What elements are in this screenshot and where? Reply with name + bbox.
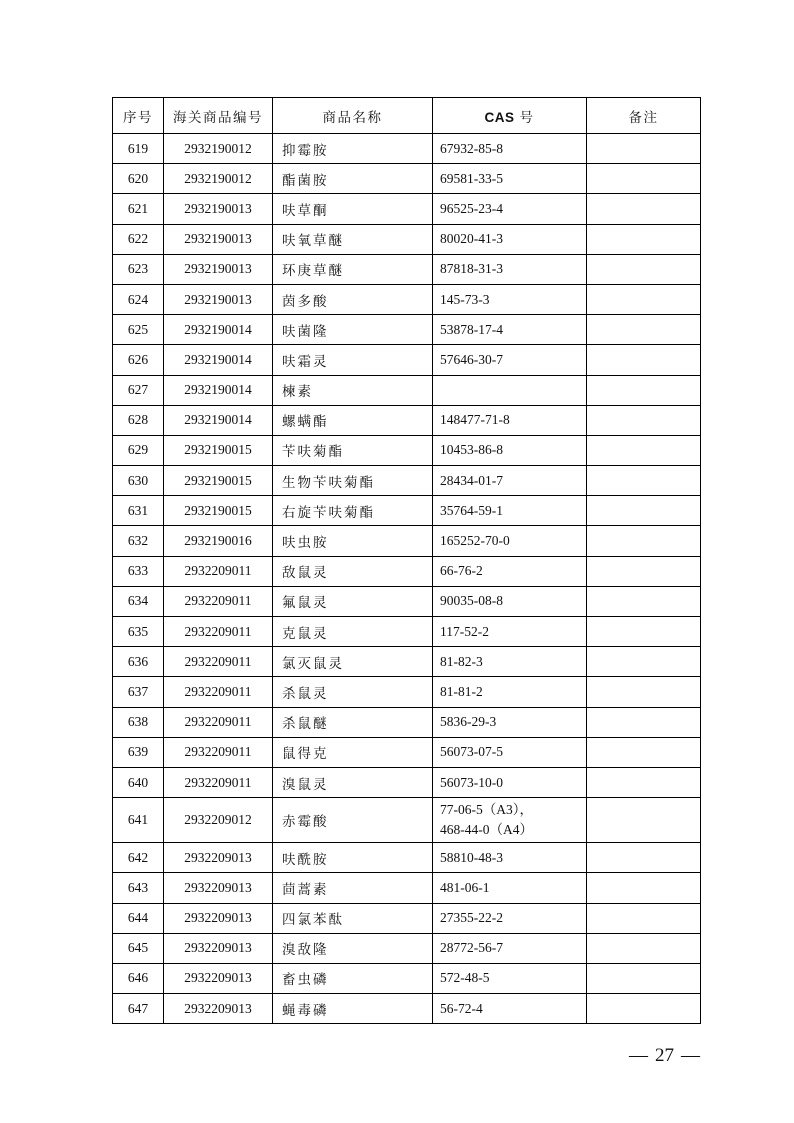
cell-cas-number: 28772-56-7	[433, 933, 587, 963]
cell-hs-code: 2932209013	[164, 843, 273, 873]
cell-hs-code: 2932209012	[164, 798, 273, 843]
cell-serial-no: 632	[113, 526, 164, 556]
header-hs-code: 海关商品编号	[164, 98, 273, 134]
cell-hs-code: 2932190012	[164, 134, 273, 164]
cell-product-name: 呋霜灵	[273, 345, 433, 375]
cell-hs-code: 2932209011	[164, 737, 273, 767]
cell-product-name: 茴蒿素	[273, 873, 433, 903]
cell-remark	[587, 435, 701, 465]
table-row	[113, 164, 701, 194]
cell-serial-no: 626	[113, 345, 164, 375]
cell-cas-number: 572-48-5	[433, 963, 587, 993]
cell-serial-no: 634	[113, 586, 164, 616]
cell-product-name: 呋氧草醚	[273, 224, 433, 254]
cell-hs-code: 2932209011	[164, 617, 273, 647]
cell-remark	[587, 526, 701, 556]
table-row	[113, 963, 701, 993]
cell-product-name: 敌鼠灵	[273, 556, 433, 586]
cell-cas-number: 145-73-3	[433, 284, 587, 314]
cell-cas-number: 56073-10-0	[433, 767, 587, 797]
cell-serial-no: 629	[113, 435, 164, 465]
footer-dash-left: —	[629, 1045, 648, 1066]
table-row	[113, 586, 701, 616]
cell-hs-code: 2932209011	[164, 586, 273, 616]
table-row	[113, 224, 701, 254]
cell-serial-no: 620	[113, 164, 164, 194]
cell-remark	[587, 933, 701, 963]
cell-remark	[587, 224, 701, 254]
table-row	[113, 526, 701, 556]
table-row	[113, 873, 701, 903]
cell-remark	[587, 345, 701, 375]
page-footer	[629, 1045, 700, 1067]
cell-cas-number: 53878-17-4	[433, 315, 587, 345]
table-row	[113, 677, 701, 707]
cell-cas-number: 69581-33-5	[433, 164, 587, 194]
cell-cas-number: 58810-48-3	[433, 843, 587, 873]
cell-remark	[587, 164, 701, 194]
cell-cas-number	[433, 798, 587, 843]
table-row	[113, 737, 701, 767]
cell-serial-no: 623	[113, 254, 164, 284]
cell-serial-no: 624	[113, 284, 164, 314]
cell-remark	[587, 994, 701, 1024]
cell-product-name: 呋草酮	[273, 194, 433, 224]
cell-hs-code: 2932209013	[164, 994, 273, 1024]
cell-serial-no: 640	[113, 767, 164, 797]
table-row	[113, 315, 701, 345]
cell-product-name: 溴鼠灵	[273, 767, 433, 797]
cell-serial-no: 638	[113, 707, 164, 737]
goods-table-container	[112, 97, 700, 1024]
cas-line: 77-06-5（A3），	[440, 802, 533, 818]
cell-product-name: 楝素	[273, 375, 433, 405]
cell-cas-number: 56073-07-5	[433, 737, 587, 767]
cell-hs-code: 2932190013	[164, 284, 273, 314]
cell-cas-number: 57646-30-7	[433, 345, 587, 375]
cell-serial-no: 633	[113, 556, 164, 586]
cell-cas-number: 81-82-3	[433, 647, 587, 677]
cell-serial-no: 647	[113, 994, 164, 1024]
table-row	[113, 843, 701, 873]
cell-product-name: 生物苄呋菊酯	[273, 466, 433, 496]
cell-remark	[587, 617, 701, 647]
cell-cas-number: 28434-01-7	[433, 466, 587, 496]
cell-serial-no: 646	[113, 963, 164, 993]
cell-product-name: 环庚草醚	[273, 254, 433, 284]
cell-product-name: 呋酰胺	[273, 843, 433, 873]
table-row	[113, 994, 701, 1024]
cell-cas-number: 481-06-1	[433, 873, 587, 903]
cell-remark	[587, 873, 701, 903]
cell-serial-no: 645	[113, 933, 164, 963]
cell-remark	[587, 315, 701, 345]
cell-product-name: 杀鼠醚	[273, 707, 433, 737]
table-row	[113, 134, 701, 164]
cell-hs-code: 2932190015	[164, 466, 273, 496]
cell-product-name: 右旋苄呋菊酯	[273, 496, 433, 526]
cell-remark	[587, 466, 701, 496]
cell-cas-number: 27355-22-2	[433, 903, 587, 933]
footer-dash-right: —	[681, 1045, 700, 1066]
cell-remark	[587, 194, 701, 224]
cell-hs-code: 2932190013	[164, 194, 273, 224]
cell-serial-no: 630	[113, 466, 164, 496]
cell-serial-no: 641	[113, 798, 164, 843]
table-row	[113, 435, 701, 465]
cell-hs-code: 2932190013	[164, 254, 273, 284]
header-cas-latin: CAS	[484, 109, 515, 125]
cell-hs-code: 2932190014	[164, 405, 273, 435]
cell-hs-code: 2932209011	[164, 677, 273, 707]
cell-product-name: 苄呋菊酯	[273, 435, 433, 465]
table-header-row	[113, 98, 701, 134]
table-row	[113, 617, 701, 647]
cell-hs-code: 2932190014	[164, 345, 273, 375]
cell-hs-code: 2932190014	[164, 315, 273, 345]
table-row	[113, 345, 701, 375]
table-row	[113, 647, 701, 677]
cell-remark	[587, 798, 701, 843]
table-body	[113, 134, 701, 1024]
cell-serial-no: 631	[113, 496, 164, 526]
cell-remark	[587, 375, 701, 405]
cell-remark	[587, 284, 701, 314]
cell-product-name: 氯灭鼠灵	[273, 647, 433, 677]
cell-serial-no: 643	[113, 873, 164, 903]
cell-hs-code: 2932209011	[164, 767, 273, 797]
cell-product-name: 氟鼠灵	[273, 586, 433, 616]
cell-cas-number: 87818-31-3	[433, 254, 587, 284]
cell-product-name: 呋虫胺	[273, 526, 433, 556]
cell-remark	[587, 586, 701, 616]
cell-remark	[587, 134, 701, 164]
cell-hs-code: 2932209013	[164, 933, 273, 963]
goods-table	[112, 97, 701, 1024]
cell-cas-number: 90035-08-8	[433, 586, 587, 616]
cell-serial-no: 639	[113, 737, 164, 767]
cell-remark	[587, 767, 701, 797]
cell-product-name: 酯菌胺	[273, 164, 433, 194]
header-remark: 备注	[587, 98, 701, 134]
cell-remark	[587, 903, 701, 933]
table-row	[113, 405, 701, 435]
header-cas-suffix: 号	[519, 109, 535, 125]
cell-serial-no: 644	[113, 903, 164, 933]
table-row	[113, 496, 701, 526]
cell-cas-number: 56-72-4	[433, 994, 587, 1024]
cell-cas-number: 148477-71-8	[433, 405, 587, 435]
cell-remark	[587, 496, 701, 526]
cell-hs-code: 2932190014	[164, 375, 273, 405]
cell-serial-no: 637	[113, 677, 164, 707]
cell-remark	[587, 963, 701, 993]
cell-cas-number: 80020-41-3	[433, 224, 587, 254]
cell-hs-code: 2932190016	[164, 526, 273, 556]
cell-product-name: 四氯苯酞	[273, 903, 433, 933]
cell-product-name: 畜虫磷	[273, 963, 433, 993]
cell-cas-number: 66-76-2	[433, 556, 587, 586]
cell-product-name: 杀鼠灵	[273, 677, 433, 707]
cell-hs-code: 2932209013	[164, 873, 273, 903]
table-row	[113, 284, 701, 314]
cell-serial-no: 625	[113, 315, 164, 345]
cell-cas-number: 10453-86-8	[433, 435, 587, 465]
cell-remark	[587, 737, 701, 767]
cell-remark	[587, 647, 701, 677]
cell-cas-number	[433, 375, 587, 405]
cell-hs-code: 2932190012	[164, 164, 273, 194]
cell-product-name: 茵多酸	[273, 284, 433, 314]
cell-serial-no: 627	[113, 375, 164, 405]
cell-product-name: 克鼠灵	[273, 617, 433, 647]
cell-remark	[587, 707, 701, 737]
table-row	[113, 194, 701, 224]
cell-product-name: 鼠得克	[273, 737, 433, 767]
table-row	[113, 375, 701, 405]
cell-serial-no: 628	[113, 405, 164, 435]
cell-hs-code: 2932209013	[164, 963, 273, 993]
cell-remark	[587, 405, 701, 435]
cell-cas-number: 96525-23-4	[433, 194, 587, 224]
cell-cas-number: 5836-29-3	[433, 707, 587, 737]
cell-product-name: 抑霉胺	[273, 134, 433, 164]
page-number: 27	[655, 1045, 674, 1066]
table-row	[113, 767, 701, 797]
cell-hs-code: 2932190013	[164, 224, 273, 254]
cell-product-name: 赤霉酸	[273, 798, 433, 843]
cell-hs-code: 2932209011	[164, 556, 273, 586]
cell-hs-code: 2932209011	[164, 647, 273, 677]
cell-product-name: 蝇毒磷	[273, 994, 433, 1024]
cell-product-name: 螺螨酯	[273, 405, 433, 435]
table-row	[113, 707, 701, 737]
cell-serial-no: 622	[113, 224, 164, 254]
table-row	[113, 798, 701, 843]
cell-hs-code: 2932209013	[164, 903, 273, 933]
cell-cas-number: 165252-70-0	[433, 526, 587, 556]
cell-remark	[587, 843, 701, 873]
cell-product-name: 呋菌隆	[273, 315, 433, 345]
cell-cas-number: 67932-85-8	[433, 134, 587, 164]
cell-serial-no: 636	[113, 647, 164, 677]
cell-remark	[587, 677, 701, 707]
cell-serial-no: 621	[113, 194, 164, 224]
table-row	[113, 933, 701, 963]
cell-hs-code: 2932190015	[164, 435, 273, 465]
header-product-name: 商品名称	[273, 98, 433, 134]
header-serial-no: 序号	[113, 98, 164, 134]
cell-hs-code: 2932209011	[164, 707, 273, 737]
header-cas-number	[433, 98, 587, 134]
cell-cas-number: 117-52-2	[433, 617, 587, 647]
cell-serial-no: 635	[113, 617, 164, 647]
cell-serial-no: 642	[113, 843, 164, 873]
cell-hs-code: 2932190015	[164, 496, 273, 526]
cell-remark	[587, 556, 701, 586]
cell-cas-number: 81-81-2	[433, 677, 587, 707]
cell-product-name: 溴敌隆	[273, 933, 433, 963]
cas-line: 468-44-0（A4）	[440, 822, 533, 838]
table-row	[113, 556, 701, 586]
table-row	[113, 903, 701, 933]
cell-cas-number: 35764-59-1	[433, 496, 587, 526]
cell-serial-no: 619	[113, 134, 164, 164]
table-row	[113, 254, 701, 284]
table-row	[113, 466, 701, 496]
cell-remark	[587, 254, 701, 284]
